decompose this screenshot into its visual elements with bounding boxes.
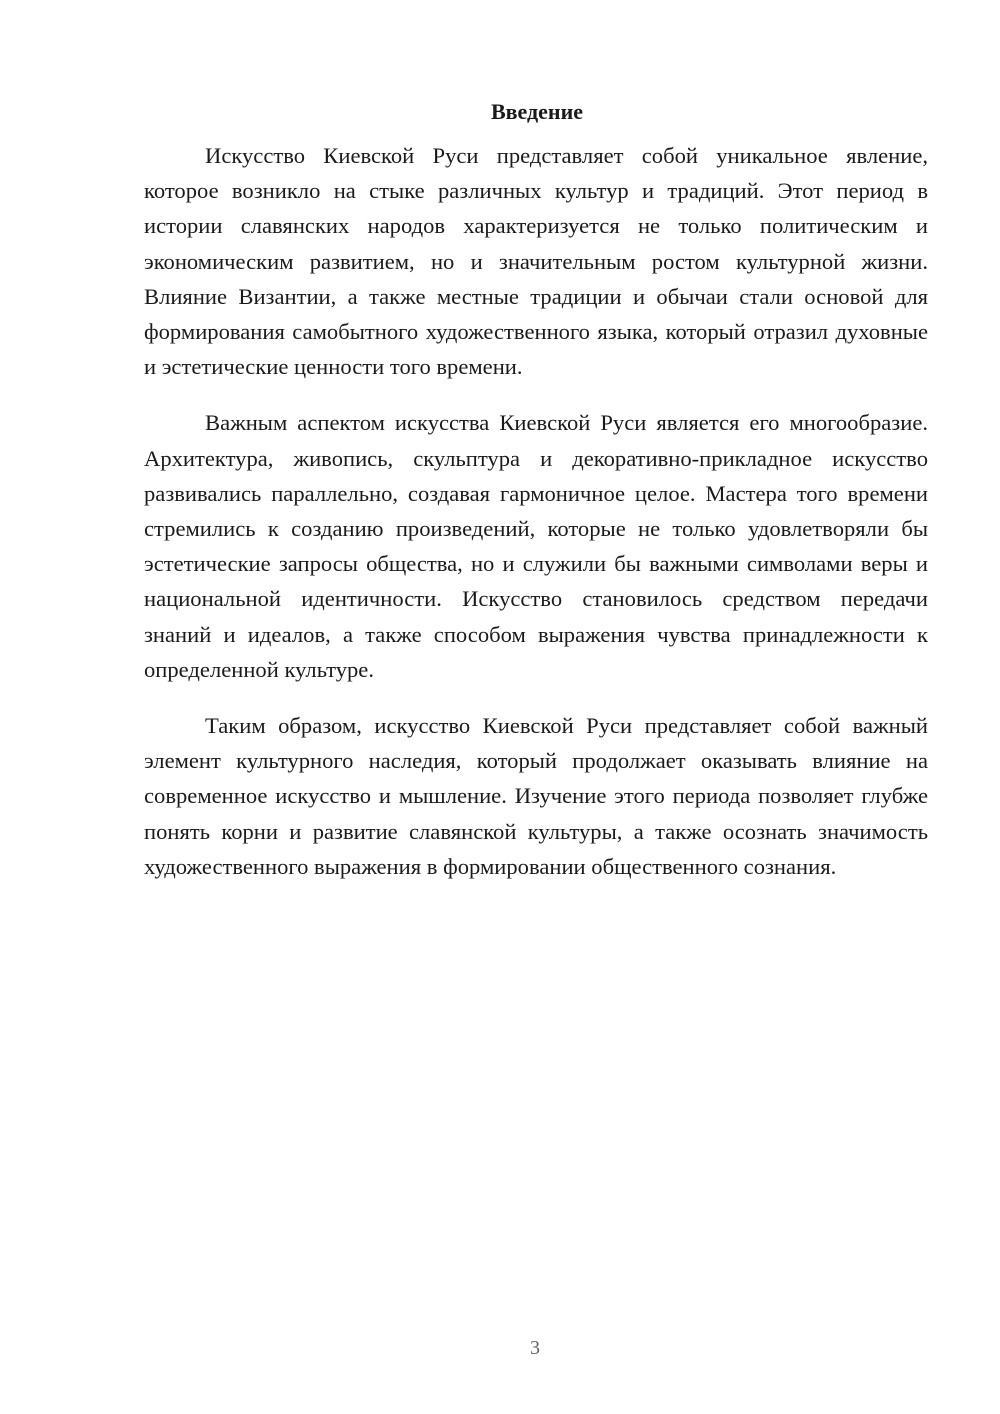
paragraph-1: Искусство Киевской Руси представляет собой уникальное явление, которое возникло на стыке различных культур и традиций. Этот период в истории славянских народов характеризуется не только политическим и экономическим развитием, но и значительным ростом культурной жизни. Влияние Византии, а также местные традиции и обычаи стали основой для формирования самобытного художественного языка, который отразил духовные и эстетические ценности того времени. [144,143,928,380]
paragraph-3: Таким образом, искусство Киевской Руси представляет собой важный элемент культурного наследия, который продолжает оказывать влияние на современное искусство и мышление. Изучение этого периода позволяет глубже понять корни и развитие славянской культуры, а также осознать значимость художественного выражения в формировании общественного сознания. [144,713,928,879]
page-number: 3 [530,1337,540,1359]
section-title: Введение [490,99,584,124]
paragraph-2: Важным аспектом искусства Киевской Руси является его многообразие. Архитектура, живопись, скульптура и декоративно-прикладное искусство развивались параллельно, создавая гармоничное целое. Мастера того времени стремились к созданию произведений, которые не только удовлетворяли бы эстетические запросы общества, но и служили бы важными символами веры и национальной идентичности. Искусство становилось средством передачи знаний и идеалов, а также способом выражения чувства принадлежности к определенной культуре. [144,410,928,682]
page-content [144,96,928,905]
